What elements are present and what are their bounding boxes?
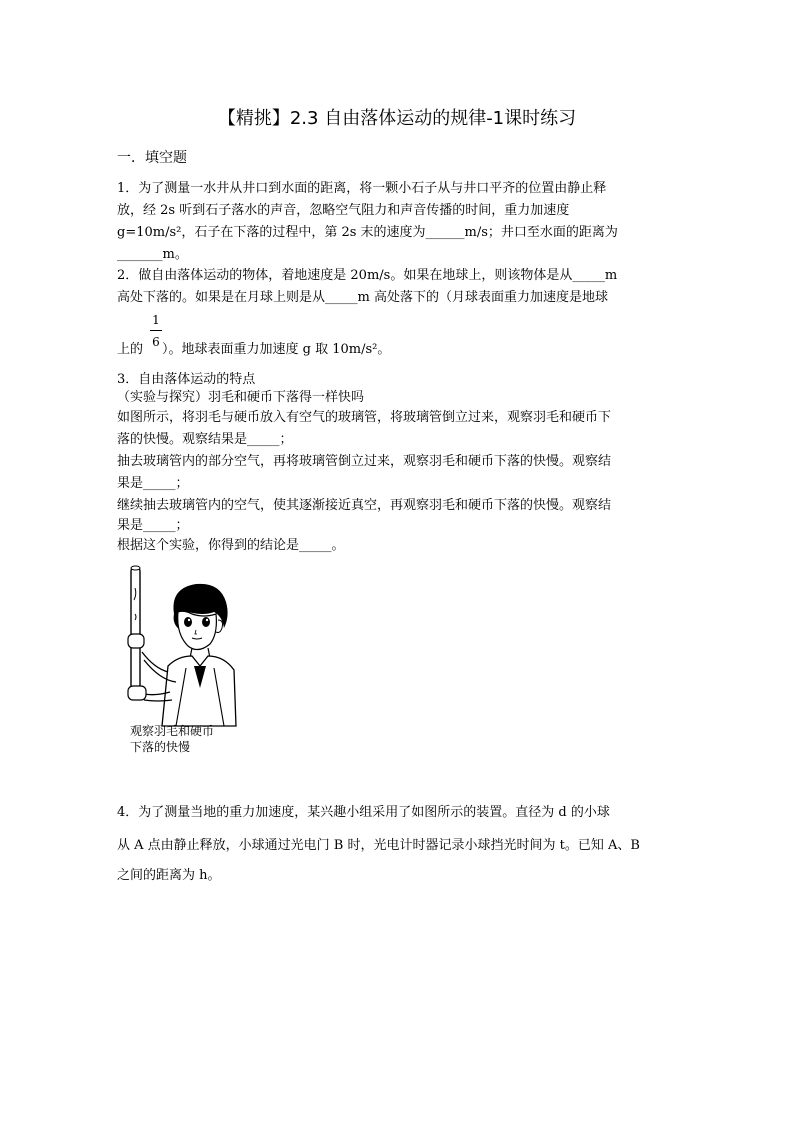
- q3-line-3: 如图所示，将羽毛与硬币放入有空气的玻璃管，将玻璃管倒立过来，观察羽毛和硬币下: [117, 410, 612, 425]
- q1-line-4: _______m。: [117, 247, 188, 262]
- q3-line-2: （实验与探究）羽毛和硬币下落得一样快吗: [117, 390, 365, 405]
- fraction-denominator: 6: [152, 335, 160, 349]
- figure-caption-line-1: 观察羽毛和硬币: [130, 724, 215, 738]
- section-heading: 一．填空题: [117, 150, 187, 166]
- q1-line-2: 放，经 2s 听到石子落水的声音，忽略空气阻力和声音传播的时间，重力加速度: [117, 203, 570, 218]
- q3-line-6: 果是_____；: [117, 476, 189, 491]
- q4-line-3: 之间的距离为 h。: [117, 868, 221, 883]
- q4-line-2: 从 A 点由静止释放，小球通过光电门 B 时，光电计时器记录小球挡光时间为 t。已知 A、B: [117, 838, 640, 853]
- page-title: 【精挑】2.3 自由落体运动的规律-1课时练习: [217, 108, 577, 129]
- figure-caption-line-2: 下落的快慢: [130, 740, 191, 754]
- q1-line-1: 1．为了测量一水井从井口到水面的距离，将一颗小石子从与井口平齐的位置由静止释: [117, 181, 607, 196]
- q3-line-4: 落的快慢。观察结果是_____；: [117, 432, 293, 447]
- q3-line-1: 3．自由落体运动的特点: [117, 372, 256, 387]
- fraction-numerator: 1: [152, 313, 160, 327]
- q2-line-1: 2．做自由落体运动的物体，着地速度是 20m/s。如果在地球上，则该物体是从_____m: [117, 268, 618, 283]
- q3-line-7: 继续抽去玻璃管内的空气，使其逐渐接近真空，再观察羽毛和硬币下落的快慢。观察结: [117, 498, 612, 513]
- boy-with-tube-illustration: [118, 562, 238, 727]
- q2-line-3b: ）。地球表面重力加速度 g 取 10m/s²。: [162, 342, 391, 357]
- q3-line-5: 抽去玻璃管内的部分空气，再将玻璃管倒立过来，观察羽毛和硬币下落的快慢。观察结: [117, 454, 612, 469]
- q3-line-9: 根据这个实验，你得到的结论是_____。: [117, 538, 345, 553]
- fraction-bar: [150, 330, 162, 331]
- q4-line-1: 4．为了测量当地的重力加速度，某兴趣小组采用了如图所示的装置。直径为 d 的小球: [117, 805, 610, 820]
- q2-line-3a: 上的: [117, 342, 144, 357]
- q2-line-2: 高处下落的。如果是在月球上则是从_____m 高处落下的（月球表面重力加速度是地球: [117, 290, 608, 305]
- q3-line-8: 果是_____；: [117, 518, 189, 533]
- q1-line-3: g=10m/s²，石子在下落的过程中，第 2s 末的速度为______m/s；井口至水面的距离为: [117, 225, 618, 240]
